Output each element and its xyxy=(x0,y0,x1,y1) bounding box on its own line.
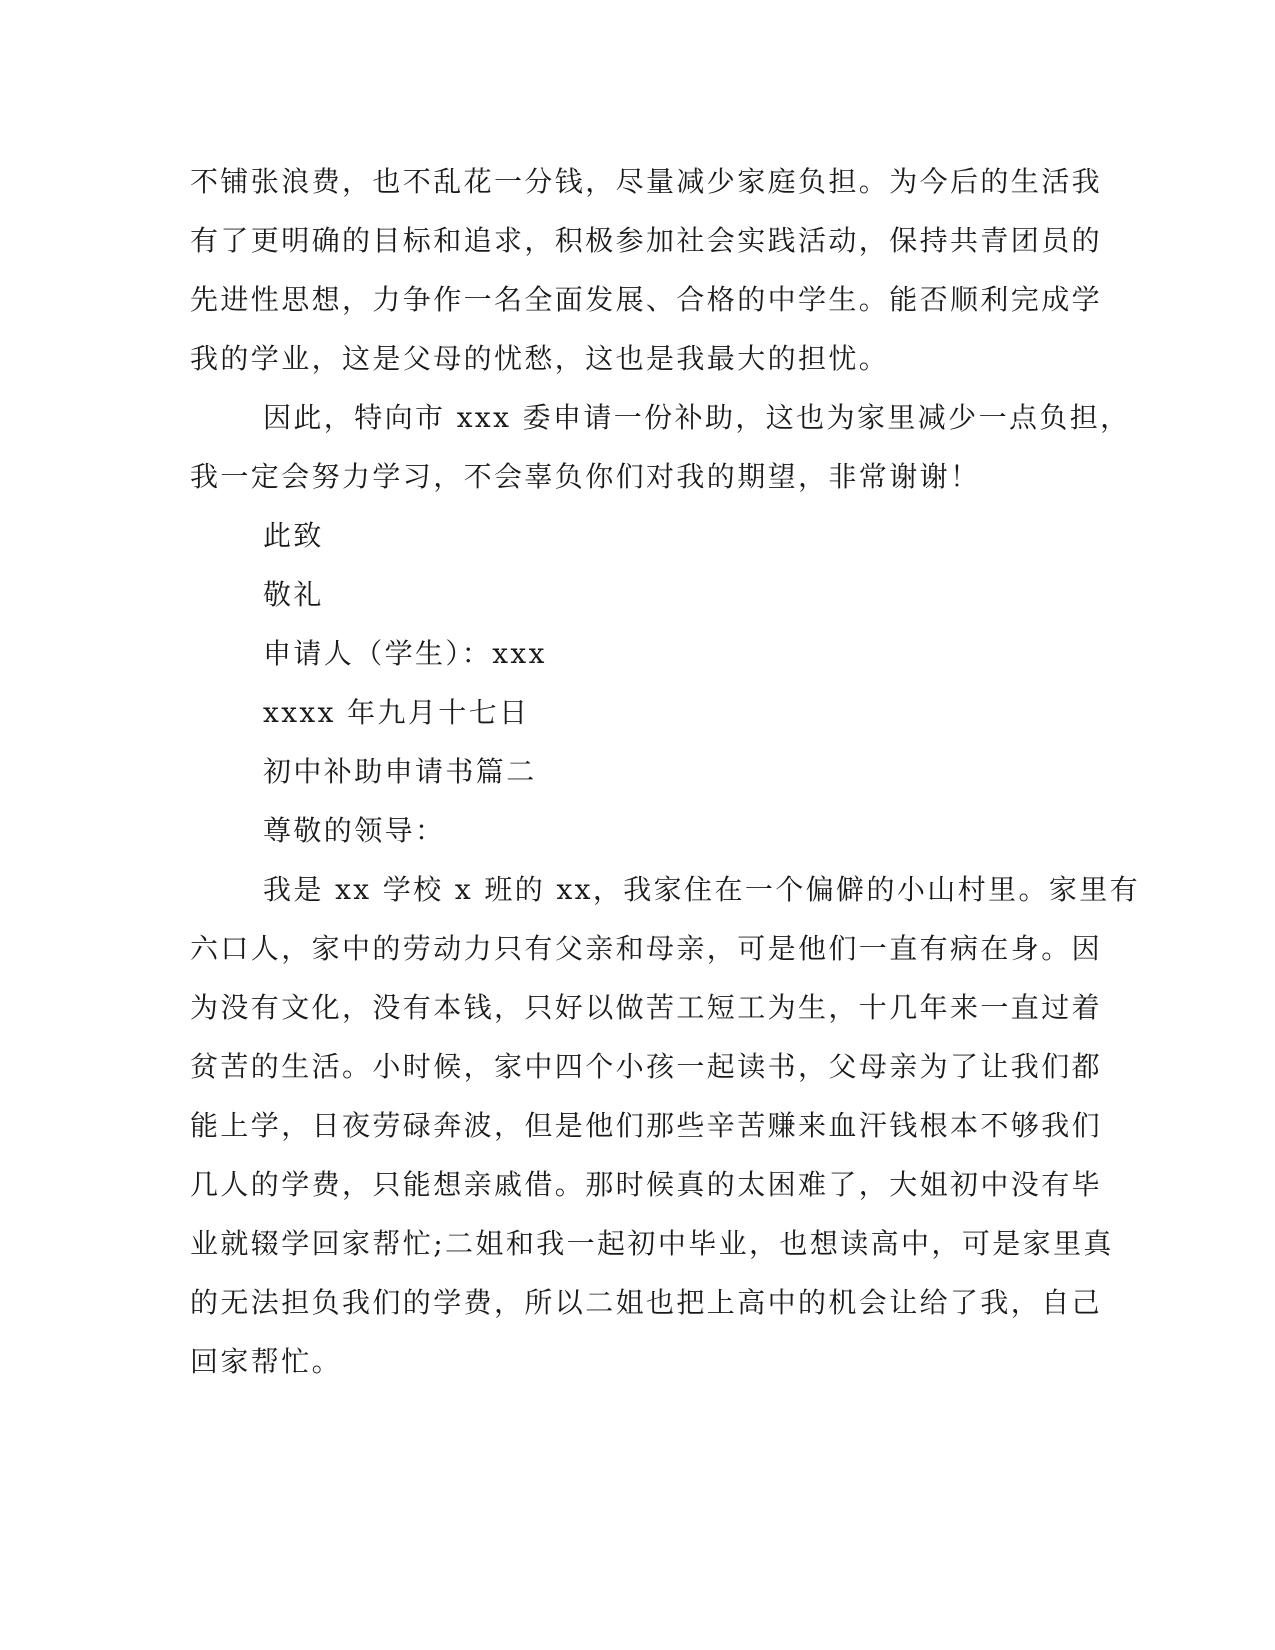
body-text-line: 我一定会努力学习，不会辜负你们对我的期望，非常谢谢！ xyxy=(190,460,981,493)
closing-regards: 敬礼 xyxy=(263,578,324,611)
body-text-line: 回家帮忙。 xyxy=(190,1345,343,1378)
body-text-line: 六口人，家中的劳动力只有父亲和母亲，可是他们一直有病在身。因 xyxy=(190,932,1103,965)
body-text-line: 为没有文化，没有本钱，只好以做苦工短工为生，十几年来一直过着 xyxy=(190,991,1103,1024)
applicant-signature: 申请人（学生）：xxx xyxy=(263,637,547,670)
body-text-line: 我是 xx 学校 x 班的 xx，我家住在一个偏僻的小山村里。家里有 xyxy=(263,873,1141,906)
body-text-line: 因此，特向市 xxx 委申请一份补助，这也为家里减少一点负担， xyxy=(263,401,1131,434)
letter-greeting: 尊敬的领导： xyxy=(263,814,446,847)
body-text-line: 几人的学费，只能想亲戚借。那时候真的太困难了，大姐初中没有毕 xyxy=(190,1168,1103,1201)
body-text-line: 有了更明确的目标和追求，积极参加社会实践活动，保持共青团员的 xyxy=(190,224,1103,257)
letter-date: xxxx 年九月十七日 xyxy=(263,696,530,729)
body-text-line: 能上学，日夜劳碌奔波，但是他们那些辛苦赚来血汗钱根本不够我们 xyxy=(190,1109,1103,1142)
closing-salutation: 此致 xyxy=(263,519,324,552)
section-heading: 初中补助申请书篇二 xyxy=(263,755,537,788)
body-text-line: 业就辍学回家帮忙;二姐和我一起初中毕业，也想读高中，可是家里真 xyxy=(190,1227,1114,1260)
body-text-line: 我的学业，这是父母的忧愁，这也是我最大的担忧。 xyxy=(190,342,890,375)
body-text-line: 的无法担负我们的学费，所以二姐也把上高中的机会让给了我，自己 xyxy=(190,1286,1103,1319)
body-text-line: 不铺张浪费，也不乱花一分钱，尽量减少家庭负担。为今后的生活我 xyxy=(190,165,1103,198)
body-text-line: 贫苦的生活。小时候，家中四个小孩一起读书，父母亲为了让我们都 xyxy=(190,1050,1103,1083)
body-text-line: 先进性思想，力争作一名全面发展、合格的中学生。能否顺利完成学 xyxy=(190,283,1103,316)
